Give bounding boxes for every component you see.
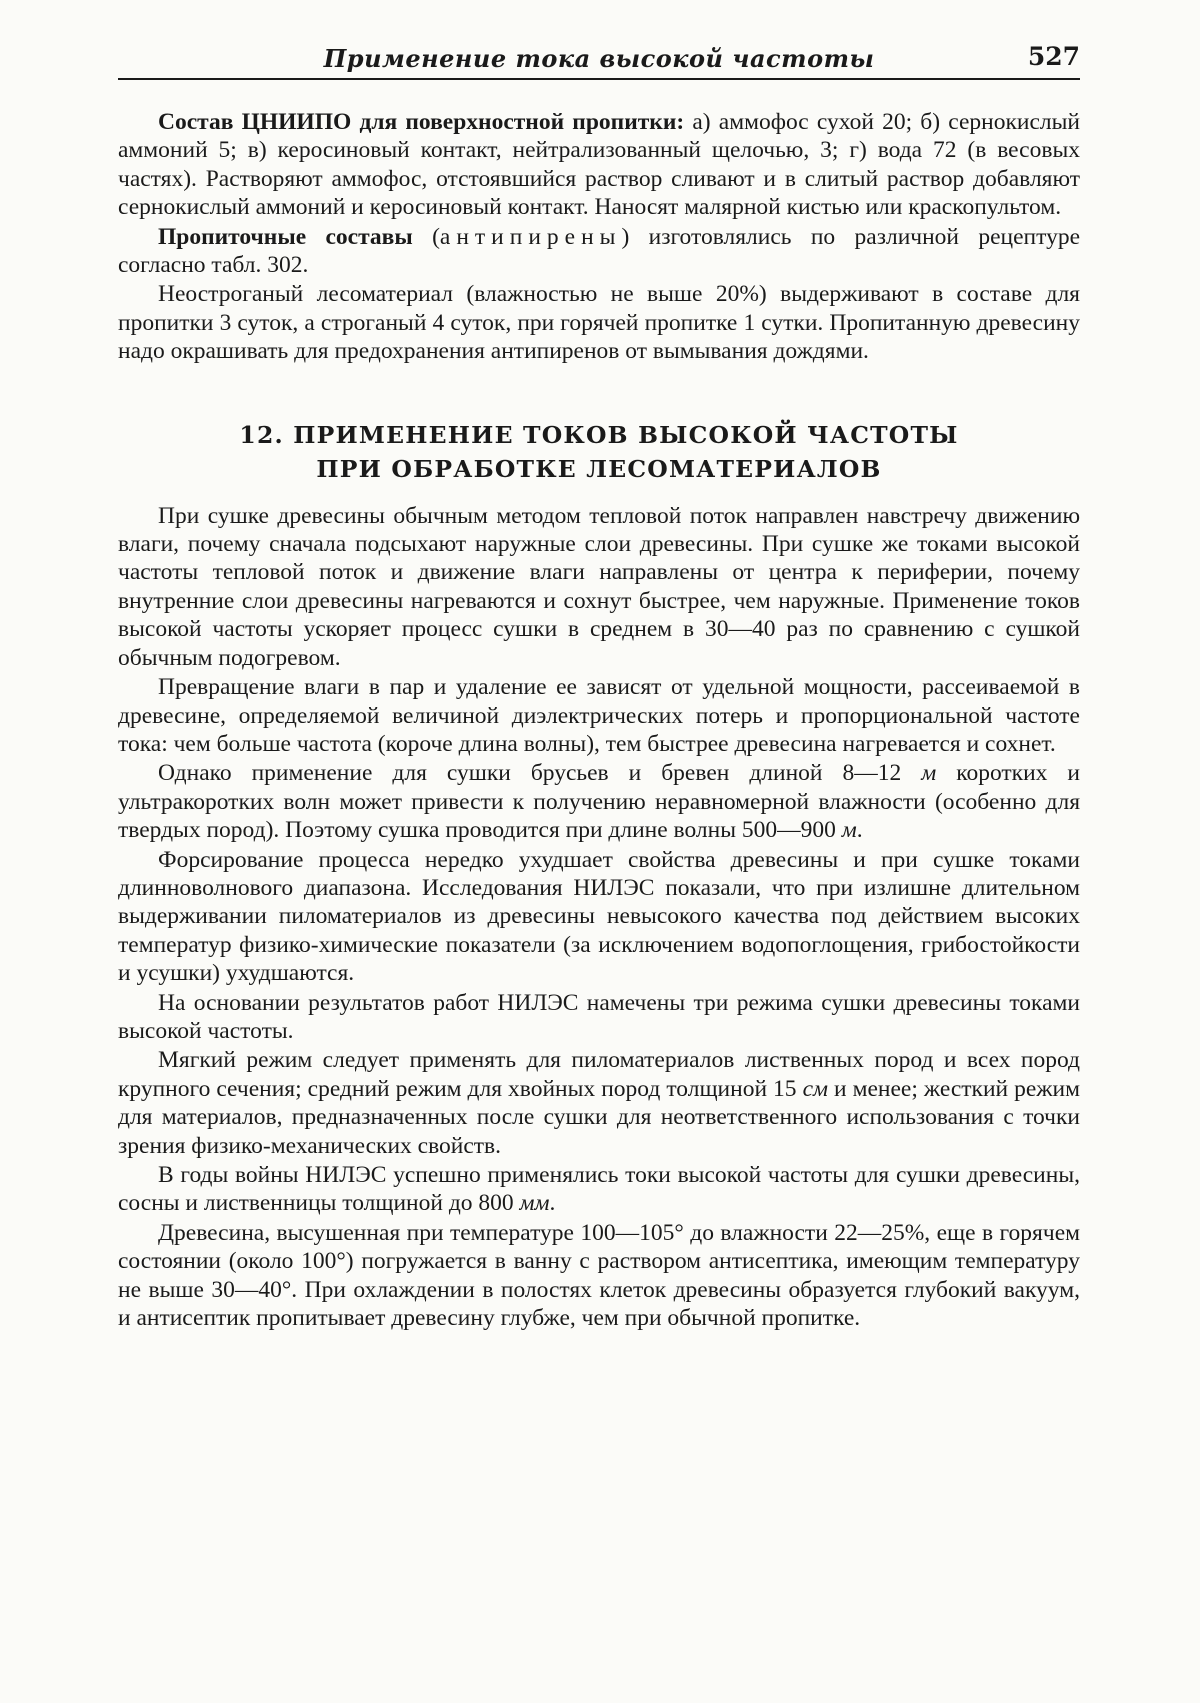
section-heading-line-1: 12. ПРИМЕНЕНИЕ ТОКОВ ВЫСОКОЙ ЧАСТОТЫ	[239, 420, 959, 449]
paragraph-text: Мягкий режим следует применять для пиломатериалов лиственных пород и всех пород крупного сечения; средний режим для хвойных пород толщиной 15	[118, 1047, 1080, 1102]
running-header	[118, 38, 1080, 80]
paragraph-antiseptic-bath: Древесина, высушенная при температуре 100—105° до влажности 22—25%, еще в горячем состоянии (около 100°) погружается в ванну с раствором антисептика, имеющим температуру не выше 30—40°. При охлаждении в полостях клеток древесины образуется глубокий вакуум, и антисептик пропитывает древесину глубже, чем при обычной пропитке.	[118, 1219, 1080, 1332]
paragraph-text: Однако применение для сушки брусьев и бревен длиной 8—12	[158, 760, 922, 787]
paragraph-wavelength	[118, 759, 1080, 844]
unit-meter: м	[921, 760, 937, 787]
unit-centimeter: см	[802, 1075, 828, 1102]
paragraph-text: (	[412, 223, 440, 250]
page-number: 527	[1027, 42, 1080, 71]
term-tsniipo-composition: Состав ЦНИИПО для поверхностной пропитки:	[158, 109, 685, 135]
section-heading-line-2: ПРИ ОБРАБОТКЕ ЛЕСОМАТЕРИАЛОВ	[316, 454, 882, 483]
paragraph-text: В годы войны НИЛЭС успешно применялись токи высокой частоты для сушки древесины, сосны и лиственницы толщиной до 800	[118, 1162, 1080, 1217]
paragraph-text: .	[549, 1190, 556, 1217]
paragraph-heat-flow: При сушке древесины обычным методом тепловой поток направлен навстречу движению влаги, почему сначала подсыхают наружные слои древесины. При сушке же токами высокой частоты тепловой поток и движение влаги направлены от центра к периферии, почему внутренние слои древесины нагреваются и сохнут быстрее, чем наружные. Применение токов высокой частоты ускоряет процесс сушки в среднем в 30—40 раз по сравнению с сушкой обычным подогревом.	[118, 502, 1080, 671]
page-body	[118, 108, 1080, 1333]
term-impregnating-compositions: Пропиточные составы	[158, 223, 413, 250]
paragraph-tsniipo-composition	[118, 108, 1080, 222]
paragraph-war-years	[118, 1161, 1080, 1218]
paragraph-text: .	[856, 817, 863, 844]
paragraph-text: а) аммофос сухой 20; б) сернокислый аммоний 5; в) керосиновый контакт, нейтрализованный щелочью, 3; г) вода 72 (в весовых частях). Растворяют аммофос, отстоявшийся раствор сливают и в слитый раствор добавляют сернокислый аммоний и керосиновый контакт. Наносят малярной кистью или краскопультом.	[118, 109, 1080, 221]
term-antipyrenes: антипирены	[439, 223, 622, 250]
paragraph-impregnating-compositions	[118, 223, 1080, 280]
paragraph-text: коротких и ультракоротких волн может привести к получению неравномерной влажности (особенно для твердых пород). Поэтому сушка проводится при длине волны 500—900	[118, 760, 1080, 844]
paragraph-text: и менее; жесткий режим для материалов, предназначенных после сушки для неответственного использования с точки зрения физико-механических свойств.	[118, 1075, 1080, 1159]
paragraph-moisture-evaporation: Превращение влаги в пар и удаление ее зависят от удельной мощности, рассеиваемой в древесине, определяемой величиной диэлектрических потерь и пропорциональной частоте тока: чем больше частота (короче длина волны), тем быстрее древесина нагревается и сохнет.	[118, 674, 1080, 757]
paragraph-forcing-process: Форсирование процесса нередко ухудшает свойства древесины и при сушке токами длинноволнового диапазона. Исследования НИЛЭС показали, что при излишне длительном выдерживании пиломатериалов из древесины невысокого качества под действием высоких температур физико-химические показатели (за исключением водопоглощения, грибостойкости и усушки) ухудшаются.	[118, 846, 1080, 987]
running-title: Применение тока высокой частоты	[323, 44, 875, 73]
paragraph-soaking-time: Неостроганый лесоматериал (влажностью не выше 20%) выдерживают в составе для пропитки 3 суток, а строганый 4 суток, при горячей пропитке 1 сутки. Пропитанную древесину надо окрашивать для предохранения антипиренов от вымывания дождями.	[118, 281, 1080, 365]
paragraph-text: ) изготовлялись по различной рецептуре согласно табл. 302.	[118, 223, 1081, 279]
paragraph-three-modes: На основании результатов работ НИЛЭС намечены три режима сушки древесины токами высокой частоты.	[118, 989, 1080, 1044]
unit-meter: м	[841, 817, 857, 844]
unit-millimeter: мм	[519, 1190, 550, 1217]
paragraph-drying-modes	[118, 1046, 1080, 1160]
section-heading	[118, 418, 1080, 486]
